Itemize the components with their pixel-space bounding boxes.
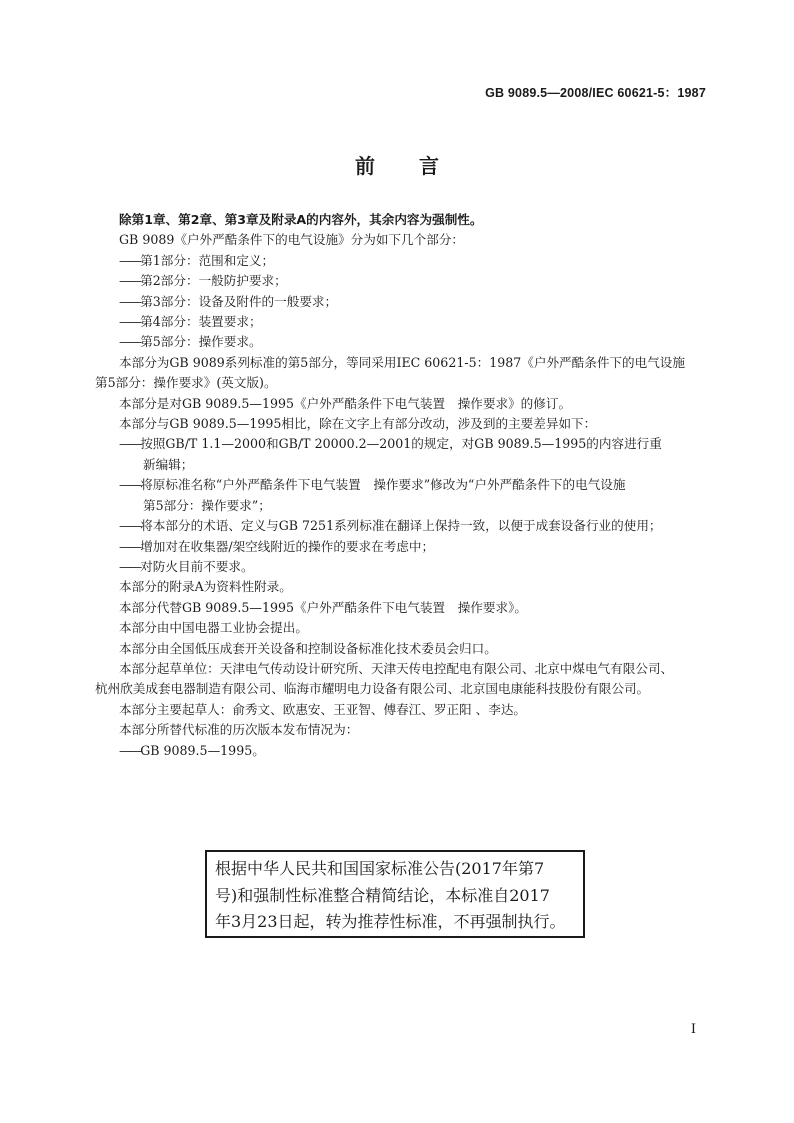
dash-mark: ——: [119, 293, 141, 309]
foreword-body: [95, 210, 715, 761]
page-number: I: [690, 1022, 696, 1037]
list-item-difference-1: ——按照GB/T 1.1—2000和GB/T 20000.2—2001的规定，对GB 9089.5—1995的内容进行重: [119, 436, 662, 452]
notice-line-1: 根据中华人民共和国国家标准公告(2017年第7: [215, 859, 545, 878]
standard-code-header: GB 9089.5—2008/IEC 60621-5：1987: [485, 86, 706, 100]
page-title: 前言: [355, 154, 483, 178]
dash-mark: ——: [119, 558, 141, 574]
list-item-previous-edition: ——GB 9089.5—1995。: [119, 742, 265, 758]
dash-mark: ——: [119, 334, 141, 350]
list-item-difference-1-cont: 新编辑；: [143, 456, 194, 472]
notice-line-2: 号)和强制性标准整合精简结论，本标准自2017: [215, 885, 550, 905]
dash-mark: ——: [119, 518, 141, 534]
list-item-part-2: ——第2部分：一般防护要求；: [119, 273, 287, 289]
paragraph-annex: 本部分的附录A为资料性附录。: [119, 579, 292, 595]
dash-mark: ——: [119, 436, 141, 452]
list-item-part-3: ——第3部分：设备及附件的一般要求；: [119, 293, 338, 309]
notice-line-3: 年3月23日起，转为推荐性标准，不再强制执行。: [215, 912, 566, 931]
paragraph-differences: 本部分与GB 9089.5—1995相比，除在文字上有部分改动，涉及到的主要差异如下：: [119, 416, 597, 432]
paragraph-centralized-by: 本部分由全国低压成套开关设备和控制设备标准化技术委员会归口。: [119, 640, 497, 656]
list-item-difference-3: ——将本部分的术语、定义与GB 7251系列标准在翻译上保持一致，以便于成套设备行业的使用；: [119, 518, 662, 534]
dash-mark: ——: [119, 273, 141, 289]
paragraph-drafting-units: 本部分起草单位：天津电气传动设计研究所、天津天传电控配电有限公司、北京中煤电气有限公司、: [119, 660, 674, 676]
status-notice-box: [205, 850, 585, 938]
list-item-difference-2: ——将原标准名称“户外严酷条件下电气装置 操作要求”修改为“户外严酷条件下的电气设施: [119, 477, 626, 493]
paragraph-series-intro: GB 9089《户外严酷条件下的电气设施》分为如下几个部分：: [119, 232, 465, 248]
dash-mark: ——: [119, 252, 141, 268]
dash-mark: ——: [119, 477, 141, 493]
list-item-part-4: ——第4部分：装置要求；: [119, 314, 262, 330]
paragraph-proposed-by: 本部分由中国电器工业协会提出。: [119, 620, 308, 636]
list-item-part-1: ——第1部分：范围和定义；: [119, 252, 275, 268]
paragraph-adoption-cont: 第5部分：操作要求》(英文版)。: [95, 375, 277, 391]
paragraph-previous-editions: 本部分所替代标准的历次版本发布情况为：: [119, 722, 359, 738]
dash-mark: ——: [119, 742, 141, 758]
paragraph-replaces: 本部分代替GB 9089.5—1995《户外严酷条件下电气装置 操作要求》。: [119, 599, 527, 615]
paragraph-drafting-units-cont: 杭州欣美成套电器制造有限公司、临海市耀明电力设备有限公司、北京国电康能科技股份有限公司。: [95, 681, 650, 697]
paragraph-adoption: 本部分为GB 9089系列标准的第5部分，等同采用IEC 60621-5：1987《户外严酷条件下的电气设施: [119, 354, 685, 370]
dash-mark: ——: [119, 314, 141, 330]
mandatory-scope-statement: 除第1章、第2章、第3章及附录A的内容外，其余内容为强制性。: [119, 212, 483, 227]
dash-mark: ——: [119, 538, 141, 554]
list-item-difference-5: ——对防火目前不要求。: [119, 558, 254, 574]
list-item-difference-4: ——增加对在收集器/架空线附近的操作的要求在考虑中；: [119, 538, 435, 554]
paragraph-drafters: 本部分主要起草人：俞秀文、欧惠安、王亚智、傅春江、罗正阳 、李达。: [119, 701, 527, 717]
list-item-part-5: ——第5部分：操作要求。: [119, 334, 262, 350]
list-item-difference-2-cont: 第5部分：操作要求”；: [143, 497, 271, 513]
paragraph-revision: 本部分是对GB 9089.5—1995《户外严酷条件下电气装置 操作要求》的修订。: [119, 395, 572, 411]
